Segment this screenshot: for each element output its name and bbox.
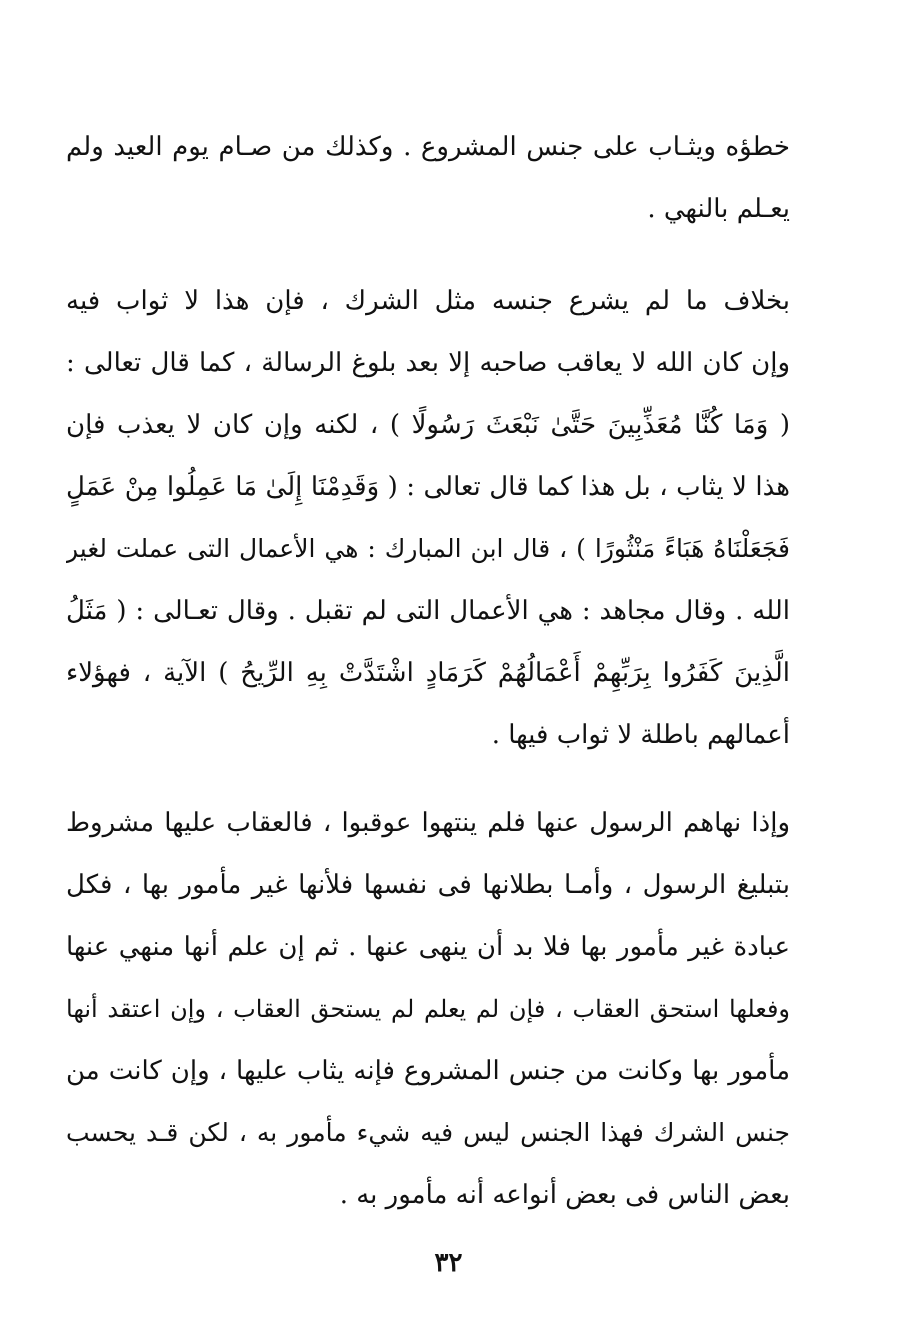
text-line: أعمالهم باطلة لا ثواب فيها . xyxy=(491,720,790,750)
text-line: مأمور بها وكانت من جنس المشروع فإنه يثاب عليها ، وإن كانت من xyxy=(66,1056,790,1086)
paragraph-1 xyxy=(66,116,790,240)
text-line: بعض الناس فى بعض أنواعه أنه مأمور به . xyxy=(339,1180,790,1210)
text-line: عبادة غير مأمور بها فلا بد أن ينهى عنها . ثم إن علم أنها منهي عنها xyxy=(66,932,790,962)
quran-verse-line: فَجَعَلْنَاهُ هَبَاءً مَنْثُورًا ) ، قال ابن المبارك : هي الأعمال التى عملت لغير xyxy=(66,534,790,563)
paragraph-3 xyxy=(66,792,790,1226)
text-line: يعـلم بالنهي . xyxy=(647,194,790,224)
text-line: جنس الشرك فهذا الجنس ليس فيه شيء مأمور به ، لكن قـد يحسب xyxy=(66,1118,790,1147)
text-line: خطؤه ويثـاب على جنس المشروع . وكذلك من صـام يوم العيد ولم xyxy=(66,132,790,162)
quran-verse-line: ( وَمَا كُنَّا مُعَذِّبِينَ حَتَّىٰ نَبْعَثَ رَسُولًا ) ، لكنه وإن كان لا يعذب فإن xyxy=(66,410,790,440)
paragraph-2 xyxy=(66,270,790,766)
quran-verse-line: هذا لا يثاب ، بل هذا كما قال تعالى : ( وَقَدِمْنَا إِلَىٰ مَا عَمِلُوا مِنْ عَمَلٍ xyxy=(66,472,790,502)
page-number: ٣٢ xyxy=(434,1248,463,1278)
text-line: وإذا نهاهم الرسول عنها فلم ينتهوا عوقبوا ، فالعقاب عليها مشروط xyxy=(66,808,790,838)
quran-verse-line: الَّذِينَ كَفَرُوا بِرَبِّهِمْ أَعْمَالُهُمْ كَرَمَادٍ اشْتَدَّتْ بِهِ الرِّيحُ ) الآية ، فهؤلاء xyxy=(66,658,790,688)
text-line: الله . وقال مجاهد : هي الأعمال التى لم تقبل . وقال تعـالى : ( مَثَلُ xyxy=(66,596,790,626)
text-line: وإن كان الله لا يعاقب صاحبه إلا بعد بلوغ الرسالة ، كما قال تعالى : xyxy=(66,348,790,378)
text-line: وفعلها استحق العقاب ، فإن لم يعلم لم يستحق العقاب ، وإن اعتقد أنها xyxy=(66,995,790,1023)
text-line: بتبليغ الرسول ، وأمـا بطلانها فى نفسها فلأنها غير مأمور بها ، فكل xyxy=(66,870,790,900)
text-line: بخلاف ما لم يشرع جنسه مثل الشرك ، فإن هذا لا ثواب فيه xyxy=(66,286,790,316)
